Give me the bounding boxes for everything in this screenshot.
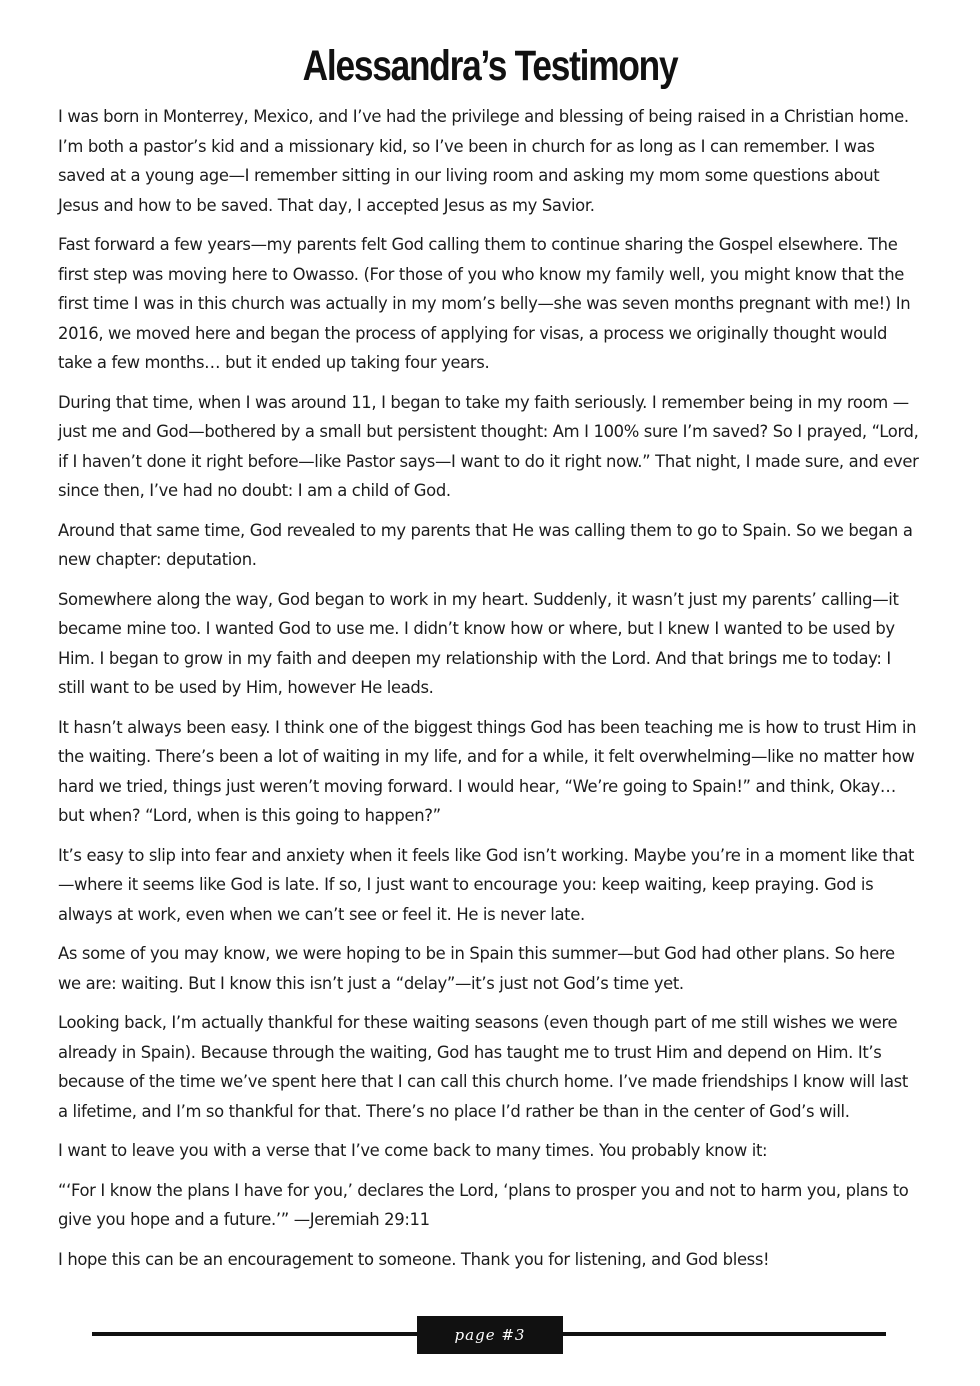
paragraph-2: Fast forward a few years—my parents felt God calling them to continue sharing the Gospel elsewhere. The first step was moving here to Owasso. (For those of you who know my family well, you might know that the first time I was in this church was actually in my mom’s belly—she was seven months pregnant with me!) In 2016, we moved here and began the process of applying for visas, a process we originally thought would take a few months… but it ended up taking four years. <box>58 235 911 372</box>
testimony-body <box>58 102 920 1284</box>
page-number-badge: page #3 <box>417 1316 563 1354</box>
paragraph-5: Somewhere along the way, God began to work in my heart. Suddenly, it wasn’t just my parents’ calling—it became mine too. I wanted God to use me. I didn’t know how or where, but I knew I wanted to be used by Him. I began to grow in my faith and deepen my relationship with the Lord. And that brings me to today: I still want to be used by Him, however He leads. <box>58 589 899 697</box>
paragraph-3: During that time, when I was around 11, I began to take my faith seriously. I remember being in my room —just me and God—bothered by a small but persistent thought: Am I 100% sure I’m saved? So I prayed, “Lord, if I haven’t done it right before—like Pastor says—I want to do it right now.” That night, I made sure, and ever since then, I’ve had no doubt: I am a child of God. <box>58 392 919 500</box>
verse-quote: “‘For I know the plans I have for you,’ declares the Lord, ‘plans to prosper you and not to harm you, plans to give you hope and a future.’” —Jeremiah 29:11 <box>58 1180 909 1229</box>
paragraph-7: It’s easy to slip into fear and anxiety when it feels like God isn’t working. Maybe you’re in a moment like that—where it seems like God is late. If so, I just want to encourage you: keep waiting, keep praying. God is always at work, even when we can’t see or feel it. He is never late. <box>58 845 915 924</box>
paragraph-8: As some of you may know, we were hoping to be in Spain this summer—but God had other plans. So here we are: waiting. But I know this isn’t just a “delay”—it’s just not God’s time yet. <box>58 944 895 993</box>
paragraph-9: Looking back, I’m actually thankful for these waiting seasons (even though part of me still wishes we were already in Spain). Because through the waiting, God has taught me to trust Him and depend on Him. It’s because of the time we’ve spent here that I can call this church home. I’ve made friendships I know will last a lifetime, and I’m so thankful for that. There’s no place I’d rather be than in the center of God’s will. <box>58 1013 908 1121</box>
closing-paragraph: I hope this can be an encouragement to someone. Thank you for listening, and God bless! <box>58 1249 770 1269</box>
paragraph-1: I was born in Monterrey, Mexico, and I’ve had the privilege and blessing of being raised in a Christian home. I’m both a pastor’s kid and a missionary kid, so I’ve been in church for as long as I can remember. I was saved at a young age—I remember sitting in our living room and asking my mom some questions about Jesus and how to be saved. That day, I accepted Jesus as my Savior. <box>58 107 909 215</box>
page-title: Alessandra’s Testimony <box>302 42 678 90</box>
page-footer <box>92 1316 886 1354</box>
paragraph-4: Around that same time, God revealed to my parents that He was calling them to go to Spain. So we began a new chapter: deputation. <box>58 520 913 569</box>
paragraph-6: It hasn’t always been easy. I think one of the biggest things God has been teaching me is how to trust Him in the waiting. There’s been a lot of waiting in my life, and for a while, it felt overwhelming—like no matter how hard we tried, things just weren’t moving forward. I would hear, “We’re going to Spain!” and think, Okay… but when? “Lord, when is this going to happen?” <box>58 717 917 825</box>
paragraph-10: I want to leave you with a verse that I’ve come back to many times. You probably know it: <box>58 1141 768 1160</box>
